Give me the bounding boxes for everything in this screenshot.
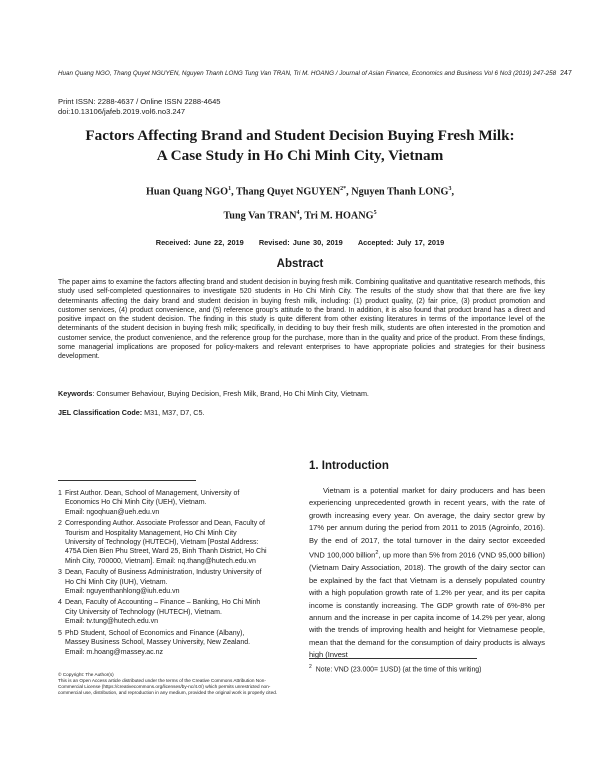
running-header	[58, 70, 572, 77]
footnote-2-number: 2	[309, 664, 312, 670]
footnote-ref[interactable]: 2	[375, 550, 379, 557]
footnote-number: 4	[58, 599, 62, 607]
keywords-value: : Consumer Behaviour, Buying Decision, Fresh Milk, Brand, Ho Chi Minh City, Vietnam.	[92, 389, 369, 398]
authors-line-2: Tung Van TRAN$^4$, Tri M. HOANG$^5$	[223, 210, 377, 222]
footnote-line: Email: m.hoang@massey.ac.nz	[65, 648, 164, 656]
title-line-1: Factors Affecting Brand and Student Decision Buying Fresh Milk:	[85, 127, 515, 144]
authors-line-1: Huan Quang NGO$^1$, Thang Quyet $NGUYEN^{2*}$, Nguyen Thanh LONG$^3$,	[145, 186, 454, 198]
issn-block	[58, 97, 221, 117]
page-number: 247	[560, 70, 572, 77]
issn-line: Print ISSN: 2288-4637 / Online ISSN 2288-4645	[58, 97, 221, 106]
footnote-line: 475A Dien Bien Phu Street, Ward 25, Binh Thanh District, Ho Chi	[65, 548, 267, 556]
footnote-line: Tourism and Hospitality Management, Ho Chi Minh City	[65, 529, 237, 537]
footnote-rule	[58, 480, 196, 481]
footnote-line: PhD Student, School of Economics and Finance (Albany),	[65, 629, 245, 637]
intro-text-b: , up more than 5% from 2016 (VND 95,000 billion) (Vietnam Dairy Association, 2018). The growth of the dairy sector can be explained by the fact that Vietnam is a densely populated country with a high population growth rate of 1.2% per year, and its per capita income is constantly increasing. The GDP growth rate of 6%-8% per annum and the increase in per capita income of 14.2% per year, along with the trends of improving health and height for Vietnamese people, mean that the demand for the consumption of dairy products is always high (Invest	[309, 550, 546, 660]
accepted-date: Accepted: July 17, 2019	[357, 238, 445, 247]
footnote-rule-right	[309, 658, 477, 659]
intro-text-a: Vietnam is a potential market for dairy producers and has been experiencing unprecedented growth in recent years, with the rate of growth increasing every year. On average, the dairy sector grew by 17% per annum during the period from 2011 to 2015 (Agroinfo, 2016). By the end of 2017, the total turnover in the dairy sector exceeded VND 100,000 billion	[309, 486, 545, 560]
footnote-line: Massey Business School, Massey University, New Zealand.	[65, 639, 251, 647]
author-3: Nguyen Thanh LONG	[351, 186, 449, 198]
doi-line: doi:10.13106/jafeb.2019.vol6.no3.247	[58, 107, 186, 116]
keywords-label: Keywords	[58, 389, 93, 398]
jel-value: M31, M37, D7, C5.	[142, 408, 205, 417]
introduction-heading: 1. Introduction	[309, 460, 389, 472]
paper-title	[40, 126, 560, 166]
footnote-line: Email: tv.tung@hutech.edu.vn	[65, 618, 158, 626]
copyright-line: © Copyright: The Author(s)	[58, 672, 114, 677]
footnote-number: 3	[58, 569, 62, 577]
footnote-number: 2	[58, 520, 62, 528]
footnote-line: City University of Technology (HUTECH), Vietnam.	[65, 608, 222, 616]
license-line: This is an Open Access article distributed under the terms of the Creative Commons Attribution Non-	[58, 678, 266, 683]
affiliation-footnotes	[58, 489, 294, 659]
introduction-body	[309, 485, 545, 662]
footnote-2-text: Note: VND (23.000= 1USD) (at the time of this writing)	[315, 666, 482, 674]
author-2-sup: 2*	[340, 186, 347, 192]
footnote-item	[58, 489, 294, 517]
footnote-line: Dean, Faculty of Business Administration, Industry University of	[65, 569, 262, 577]
jel-label: JEL Classification Code:	[58, 408, 143, 417]
copyright-notice	[58, 672, 298, 696]
footnote-line: Email: nguyenthanhlong@iuh.edu.vn	[65, 588, 180, 596]
footnote-item	[58, 519, 294, 566]
author-5: Tri M. HOANG	[304, 210, 374, 222]
received-date: Received: June 22, 2019	[155, 238, 244, 247]
footnote-item	[58, 629, 294, 657]
currency-footnote	[309, 664, 545, 673]
dates-line	[40, 238, 560, 247]
author-1: Huan Quang NGO	[145, 186, 229, 198]
author-1-sup: 1	[228, 186, 232, 192]
title-line-2: A Case Study in Ho Chi Minh City, Vietnam	[156, 147, 444, 164]
author-5-sup: 5	[373, 210, 377, 216]
footnote-item	[58, 568, 294, 596]
footnote-line: Economics Ho Chi Minh City (UEH), Vietnam.	[65, 499, 207, 507]
license-line: commercial use, distribution, and reproduction in any medium, provided the original work is properly cited.	[58, 690, 278, 695]
footnote-item	[58, 598, 294, 626]
running-header-text: Huan Quang NGO, Thang Quyet NGUYEN, Nguyen Thanh LONG Tung Van TRAN, Tri M. HOANG / Journal of Asian Finance, Economics and Business Vol 6 No3 (2019) 247-258	[58, 70, 557, 77]
footnote-line: First Author. Dean, School of Management, University of	[65, 490, 240, 497]
license-line: Commercial License (https://creativecommons.org/licenses/by-nc/4.0/) which permits unrestricted non-	[58, 684, 271, 689]
revised-date: Revised: June 30, 2019	[258, 238, 343, 247]
footnote-line: Minh City, 700000, Vietnam]. Email: nq.thang@hutech.edu.vn	[65, 557, 256, 565]
footnote-number: 1	[58, 490, 62, 497]
author-4: Tung Van TRAN	[223, 210, 297, 222]
author-3-sup: 3	[448, 186, 452, 192]
footnote-line: Ho Chi Minh City (IUH), Vietnam.	[65, 578, 168, 586]
footnote-line: University of Technology (HUTECH), Vietnam [Postal Address:	[65, 539, 259, 547]
footnote-line: Dean, Faculty of Accounting – Finance – Banking, Ho Chi Minh	[65, 599, 261, 607]
footnote-line: Email: ngoqhuan@ueh.edu.vn	[65, 508, 160, 516]
keywords	[58, 389, 545, 398]
abstract-body: The paper aims to examine the factors affecting brand and student decision in buying fresh milk. Combining qualitative and quantitative research methods, this study used self-completed questionnaires to investigate 520 students in Ho Chi Minh City. The results of the study show that that there are five key determinants affecting the dairy brand and student decision in buying fresh milk, including: (1) product quality, (2) fair price, (3) product promotion and customer services, (4) product convenience, and (5) reference group's attitude to the brand. In addition, it is also found that product brand has a direct and positive impact on the student decision. The finding in this study is quite different from other existing literatures in terms of the importance level of the determinants of the student decision in buying fresh milk; specifically, in deciding to buy their fresh milk, students are often interested in the promotion and customer service, the product convenience, and the reference group for the purchase, more than in the quality and price of the product. From these findings, some managerial implications are proposed for policy-makers and relevant enterprises to have appropriate policies and strategies for their business development.	[58, 279, 545, 361]
footnote-line: Corresponding Author. Associate Professor and Dean, Faculty of	[65, 520, 266, 528]
footnote-number: 5	[58, 629, 62, 637]
author-4-sup: 4	[296, 210, 300, 216]
jel-codes	[58, 408, 545, 417]
author-2: Thang Quyet NGUYEN	[236, 186, 341, 198]
abstract-heading: Abstract	[276, 258, 324, 270]
